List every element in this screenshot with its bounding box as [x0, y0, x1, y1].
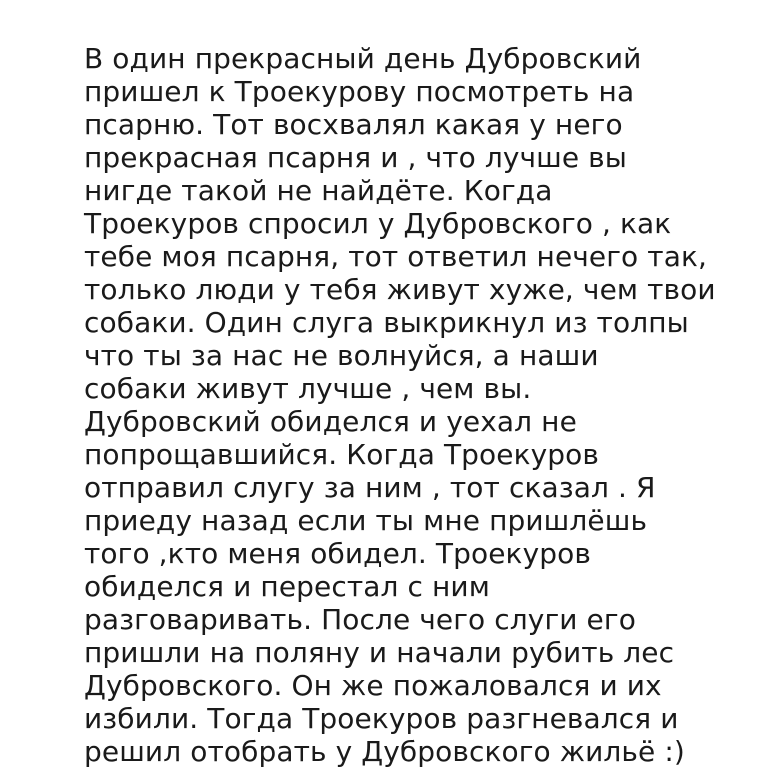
text-line-20: Дубровского. Он же пожаловался и их — [84, 669, 662, 702]
text-line-11: собаки живут лучше , чем вы. — [84, 372, 532, 405]
text-line-21: избили. Тогда Троекуров разгневался и — [84, 702, 679, 735]
text-line-7: тебе моя псарня, тот ответил нечего так, — [84, 240, 707, 273]
text-line-12: Дубровский обиделся и уехал не — [84, 405, 577, 438]
text-line-10: что ты за нас не волнуйся, а наши — [84, 339, 599, 372]
text-line-15: приеду назад если ты мне пришлёшь — [84, 504, 648, 537]
text-line-4: прекрасная псарня и , что лучше вы — [84, 141, 627, 174]
text-line-17: обиделся и перестал с ним — [84, 570, 490, 603]
text-line-18: разговаривать. После чего слуги его — [84, 603, 636, 636]
text-line-22: решил отобрать у Дубровского жильё :) — [84, 735, 685, 768]
text-line-9: собаки. Один слуга выкрикнул из толпы — [84, 306, 689, 339]
text-line-6: Троекуров спросил у Дубровского , как — [84, 207, 672, 240]
text-line-19: пришли на поляну и начали рубить лес — [84, 636, 675, 669]
text-line-14: отправил слугу за ним , тот сказал . Я — [84, 471, 656, 504]
text-line-5: нигде такой не найдёте. Когда — [84, 174, 553, 207]
text-line-2: пришел к Троекурову посмотреть на — [84, 75, 635, 108]
essay-text — [84, 42, 784, 768]
text-line-1: В один прекрасный день Дубровский — [84, 42, 642, 75]
text-line-3: псарню. Тот восхвалял какая у него — [84, 108, 623, 141]
text-line-13: попрощавшийся. Когда Троекуров — [84, 438, 599, 471]
text-line-8: только люди у тебя живут хуже, чем твои — [84, 273, 716, 306]
text-line-16: того ,кто меня обидел. Троекуров — [84, 537, 591, 570]
